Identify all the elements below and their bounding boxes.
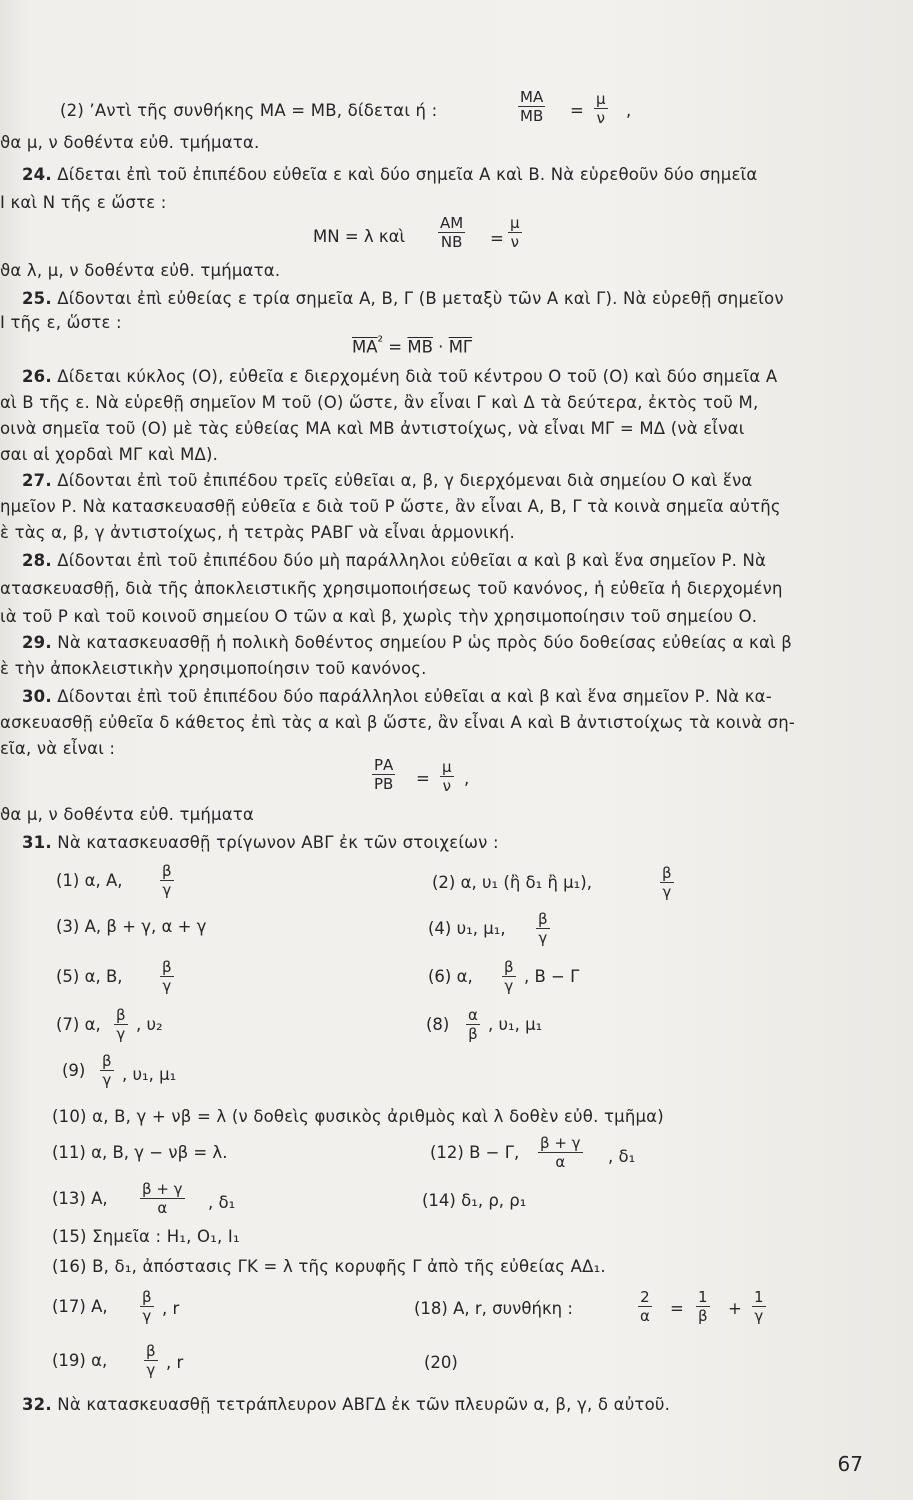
numerator: μ	[442, 758, 452, 776]
plus-sign: +	[728, 1299, 742, 1318]
numerator: β	[146, 1342, 156, 1360]
fraction-beta-gamma	[100, 1052, 114, 1089]
denominator: γ	[160, 976, 174, 995]
problem-32	[22, 1390, 670, 1420]
numerator: β + γ	[540, 1134, 581, 1152]
problem-text: Δίδεται ἐπὶ τοῦ ἐπιπέδου εὐθεῖα ε καὶ δύο σημεῖα Α καὶ Β. Νὰ εὑρεθοῦν δύο σημεῖα	[57, 165, 758, 184]
problem-30-line-2: ασκευασθῇ εὐθεῖα δ κάθετος ἐπὶ τὰς α καὶ β ὥστε, ἂν εἶναι Α καὶ Β ἀντιστοίχως τὰ κοινὰ ση-	[0, 713, 796, 732]
problem-24	[22, 160, 757, 190]
denominator: γ	[660, 882, 674, 901]
denominator: ν	[508, 232, 522, 251]
fraction-mu-nu	[440, 758, 454, 795]
item-31-4: (4) υ₁, μ₁,	[428, 919, 506, 938]
segment-mb: $\overline{MB}$	[407, 337, 433, 357]
denominator: ΜΒ	[520, 107, 544, 125]
fraction-beta-gamma	[536, 910, 550, 947]
problem-26-line-4: σαι αἱ χορδαὶ ΜΓ καὶ ΜΔ).	[0, 445, 219, 464]
page-number: 67	[837, 1452, 863, 1476]
item-31-19: (19) α,	[52, 1351, 108, 1370]
problem-number: 31.	[22, 833, 52, 852]
item-31-7: (7) α,	[56, 1015, 101, 1034]
fraction-beta-gamma	[502, 958, 516, 995]
problem-number: 30.	[22, 687, 52, 706]
problem-27-line-2: ημεῖον Ρ. Νὰ κατασκευασθῇ εὐθεῖα ε διὰ τοῦ Ρ ὥστε, ἂν εἶναι Α, Β, Γ τὰ κοινὰ σημεῖα αὐτῆς	[0, 497, 781, 516]
problem-28-line-2: ατασκευασθῇ, διὰ τῆς ἀποκλειστικῆς χρησιμοποιήσεως τοῦ κανόνος, ἡ εὐθεῖα ἡ διερχομένη	[0, 579, 783, 598]
item-31-9: (9)	[62, 1061, 86, 1080]
item-31-18: (18) Α, r, συνθήκη :	[414, 1299, 573, 1318]
equals-sign: =	[490, 229, 504, 248]
denominator: γ	[114, 1024, 128, 1043]
problem-text: Νὰ κατασκευασθῇ τρίγωνον ΑΒΓ ἐκ τῶν στοιχείων :	[57, 833, 499, 852]
numerator: β + γ	[142, 1180, 183, 1198]
fraction-alpha-beta	[466, 1006, 480, 1043]
problem-number: 29.	[22, 633, 52, 652]
fraction-bpg-alpha	[140, 1180, 185, 1217]
fraction-ma-mb	[518, 88, 545, 125]
item-31-17: (17) Α,	[52, 1297, 108, 1316]
problem-26-line-3: οινὰ σημεῖα τοῦ (Ο) μὲ τὰς εὐθείας ΜΑ καὶ ΜΒ ἀντιστοίχως, νὰ εἶναι ΜΓ = ΜΔ (νὰ εἶναι	[0, 419, 745, 438]
item-31-8-rest: , υ₁, μ₁	[488, 1015, 543, 1034]
denominator: γ	[100, 1070, 114, 1089]
numerator: ΡΑ	[374, 756, 394, 774]
numerator: μ	[596, 90, 606, 108]
problem-28	[22, 546, 766, 576]
item-31-12-rest: , δ₁	[608, 1147, 636, 1166]
denominator: β	[698, 1307, 708, 1325]
item-31-16: (16) Β, δ₁, ἀπόστασις ΓΚ = λ τῆς κορυφῆς Γ ἀπὸ τῆς εὐθείας ΑΔ₁.	[52, 1257, 606, 1276]
problem-number: 27.	[22, 471, 52, 490]
problem-31	[22, 828, 499, 858]
problem-text: Δίδονται ἐπὶ τοῦ ἐπιπέδου δύο μὴ παράλληλοι εὐθεῖαι α καὶ β καὶ ἕνα σημεῖον Ρ. Νὰ	[57, 551, 767, 570]
problem-28-line-3: ιὰ τοῦ Ρ καὶ τοῦ κοινοῦ σημείου Ο τῶν α καὶ β, χωρὶς τὴν χρησιμοποίησιν τοῦ σημείου Ο.	[0, 607, 758, 626]
fraction-mu-nu	[594, 90, 608, 127]
numerator: 1	[754, 1288, 764, 1306]
problem-24-line-3: ϑα λ, μ, ν δοθέντα εὐθ. τμήματα.	[0, 261, 281, 280]
numerator: β	[116, 1006, 126, 1024]
comma: ,	[464, 769, 470, 788]
problem-29-line-2: ὲ τὴν ἀποκλειστικὴν χρησιμοποίησιν τοῦ κανόνος.	[0, 659, 427, 678]
fraction-beta-gamma	[140, 1288, 154, 1325]
fraction-bpg-alpha	[538, 1134, 583, 1171]
item-2-continuation: ϑα μ, ν δοθέντα εὐθ. τμήματα.	[0, 133, 260, 152]
denominator: ν	[594, 108, 608, 127]
item-31-10: (10) α, Β, γ + νβ = λ (ν δοθεὶς φυσικὸς ἀριθμὸς καὶ λ δοθὲν εὐθ. τμῆμα)	[52, 1107, 664, 1126]
problem-number: 24.	[22, 165, 52, 184]
fraction-1-beta	[696, 1288, 710, 1325]
item-31-20: (20)	[424, 1353, 458, 1372]
problem-number: 32.	[22, 1395, 52, 1414]
numerator: β	[538, 910, 548, 928]
equals-sign: =	[570, 101, 584, 120]
denominator: γ	[160, 880, 174, 899]
problem-text: Νὰ κατασκευασθῇ τετράπλευρον ΑΒΓΔ ἐκ τῶν πλευρῶν α, β, γ, δ αὐτοῦ.	[57, 1395, 671, 1414]
item-31-6-rest: , Β − Γ	[524, 967, 580, 986]
denominator: γ	[536, 928, 550, 947]
numerator: β	[162, 862, 172, 880]
segment-ma: $\overline{MA}$	[352, 337, 378, 357]
item-31-15: (15) Σημεῖα : Η₁, Ο₁, Ι₁	[52, 1227, 240, 1246]
item-31-5: (5) α, Β,	[56, 967, 123, 986]
exponent: ²	[377, 334, 384, 350]
numerator: 1	[698, 1288, 708, 1306]
fraction-2-alpha	[638, 1288, 652, 1325]
numerator: β	[504, 958, 514, 976]
equals-sign: =	[416, 769, 430, 788]
denominator: γ	[752, 1306, 766, 1325]
numerator: ΑΜ	[440, 214, 464, 232]
item-31-2: (2) α, υ₁ (ἢ δ₁ ἢ μ₁),	[432, 873, 592, 892]
problem-number: 26.	[22, 367, 52, 386]
item-2-text: (2) ’Αντὶ τῆς συνθήκης ΜΑ = ΜΒ, δίδεται ή :	[60, 101, 438, 120]
fraction-pa-pb	[372, 756, 395, 793]
numerator: β	[162, 958, 172, 976]
problem-30-line-3: εῖα, νὰ εἶναι :	[0, 739, 116, 758]
item-31-3: (3) Α, β + γ, α + γ	[56, 917, 207, 936]
problem-24-line-2: Ι καὶ Ν τῆς ε ὥστε :	[0, 193, 167, 212]
denominator: γ	[502, 976, 516, 995]
problem-text: Δίδονται ἐπὶ εὐθείας ε τρία σημεῖα Α, Β, Γ (Β μεταξὺ τῶν Α καὶ Γ). Νὰ εὑρεθῇ σημεῖον	[57, 289, 784, 308]
fraction-beta-gamma	[144, 1342, 158, 1379]
denominator: α	[640, 1307, 650, 1325]
equals-sign: =	[670, 1299, 684, 1318]
denominator: ν	[440, 776, 454, 795]
fraction-1-gamma	[752, 1288, 766, 1325]
formula-left: ΜΝ = λ καὶ	[313, 227, 406, 246]
item-31-1: (1) α, Α,	[56, 871, 123, 890]
item-31-11: (11) α, Β, γ − νβ = λ.	[52, 1143, 228, 1162]
fraction-beta-gamma	[114, 1006, 128, 1043]
item-31-7-rest: , υ₂	[136, 1015, 163, 1034]
item-31-9-rest: , υ₁, μ₁	[122, 1065, 177, 1084]
problem-number: 28.	[22, 551, 52, 570]
item-31-6: (6) α,	[428, 967, 473, 986]
problem-25	[22, 284, 784, 314]
denominator: α	[538, 1152, 583, 1171]
problem-text: Δίδεται κύκλος (Ο), εὐθεῖα ε διερχομένη διὰ τοῦ κέντρου Ο τοῦ (Ο) καὶ δύο σημεῖα Α	[57, 367, 778, 386]
formula-ma-squared	[352, 331, 472, 359]
item-31-19-rest: , r	[166, 1353, 184, 1372]
fraction-mu-nu	[508, 214, 522, 251]
item-31-8: (8)	[426, 1015, 450, 1034]
denominator: γ	[140, 1306, 154, 1325]
numerator: α	[468, 1006, 478, 1024]
problem-text: Δίδονται ἐπὶ τοῦ ἐπιπέδου τρεῖς εὐθεῖαι α, β, γ διερχόμεναι διὰ σημείου Ο καὶ ἕνα	[57, 471, 753, 490]
numerator: β	[102, 1052, 112, 1070]
problem-26-line-2: αὶ Β τῆς ε. Νὰ εὑρεθῇ σημεῖον Μ τοῦ (Ο) ὥστε, ἂν εἶναι Γ καὶ Δ τὰ δεύτερα, ἐκτὸς τοῦ Μ,	[0, 393, 759, 412]
denominator: ΝΒ	[438, 232, 465, 251]
fraction-beta-gamma	[160, 862, 174, 899]
item-31-17-rest: , r	[162, 1299, 180, 1318]
denominator: γ	[144, 1360, 158, 1379]
problem-25-line-2: Ι τῆς ε, ὥστε :	[0, 313, 122, 332]
equals-sign: =	[383, 337, 408, 357]
problem-number: 25.	[22, 289, 52, 308]
fraction-beta-gamma	[160, 958, 174, 995]
numerator: 2	[640, 1288, 650, 1306]
item-31-14: (14) δ₁, ρ, ρ₁	[422, 1191, 527, 1210]
fraction-beta-gamma	[660, 864, 674, 901]
denominator: α	[140, 1198, 185, 1217]
problem-text: Δίδονται ἐπὶ τοῦ ἐπιπέδου δύο παράλληλοι εὐθεῖαι α καὶ β καὶ ἕνα σημεῖον Ρ. Νὰ κα-	[57, 687, 772, 706]
denominator: β	[466, 1024, 480, 1043]
problem-text: Νὰ κατασκευασθῇ ἡ πολικὴ δοθέντος σημείου Ρ ὡς πρὸς δύο δοθείσας εὐθείας α καὶ β	[57, 633, 792, 652]
dot: ·	[432, 337, 449, 357]
fraction-am-nb	[438, 214, 465, 251]
segment-mg: $\overline{M\Gamma}$	[448, 337, 473, 357]
numerator: β	[662, 864, 672, 882]
item-31-12: (12) Β − Γ,	[430, 1143, 520, 1162]
comma: ,	[626, 101, 632, 120]
numerator: μ	[510, 214, 520, 232]
numerator: β	[142, 1288, 152, 1306]
problem-27-line-3: ὲ τὰς α, β, γ ἀντιστοίχως, ἡ τετρὰς ΡΑΒΓ νὰ εἶναι ἁρμονική.	[0, 523, 515, 542]
problem-30-line-4: ϑα μ, ν δοθέντα εὐθ. τμήματα	[0, 805, 254, 824]
item-31-13: (13) Α,	[52, 1189, 108, 1208]
denominator: ΡΒ	[374, 775, 394, 793]
numerator: ΜΑ	[520, 88, 544, 106]
item-31-13-rest: , δ₁	[208, 1193, 236, 1212]
